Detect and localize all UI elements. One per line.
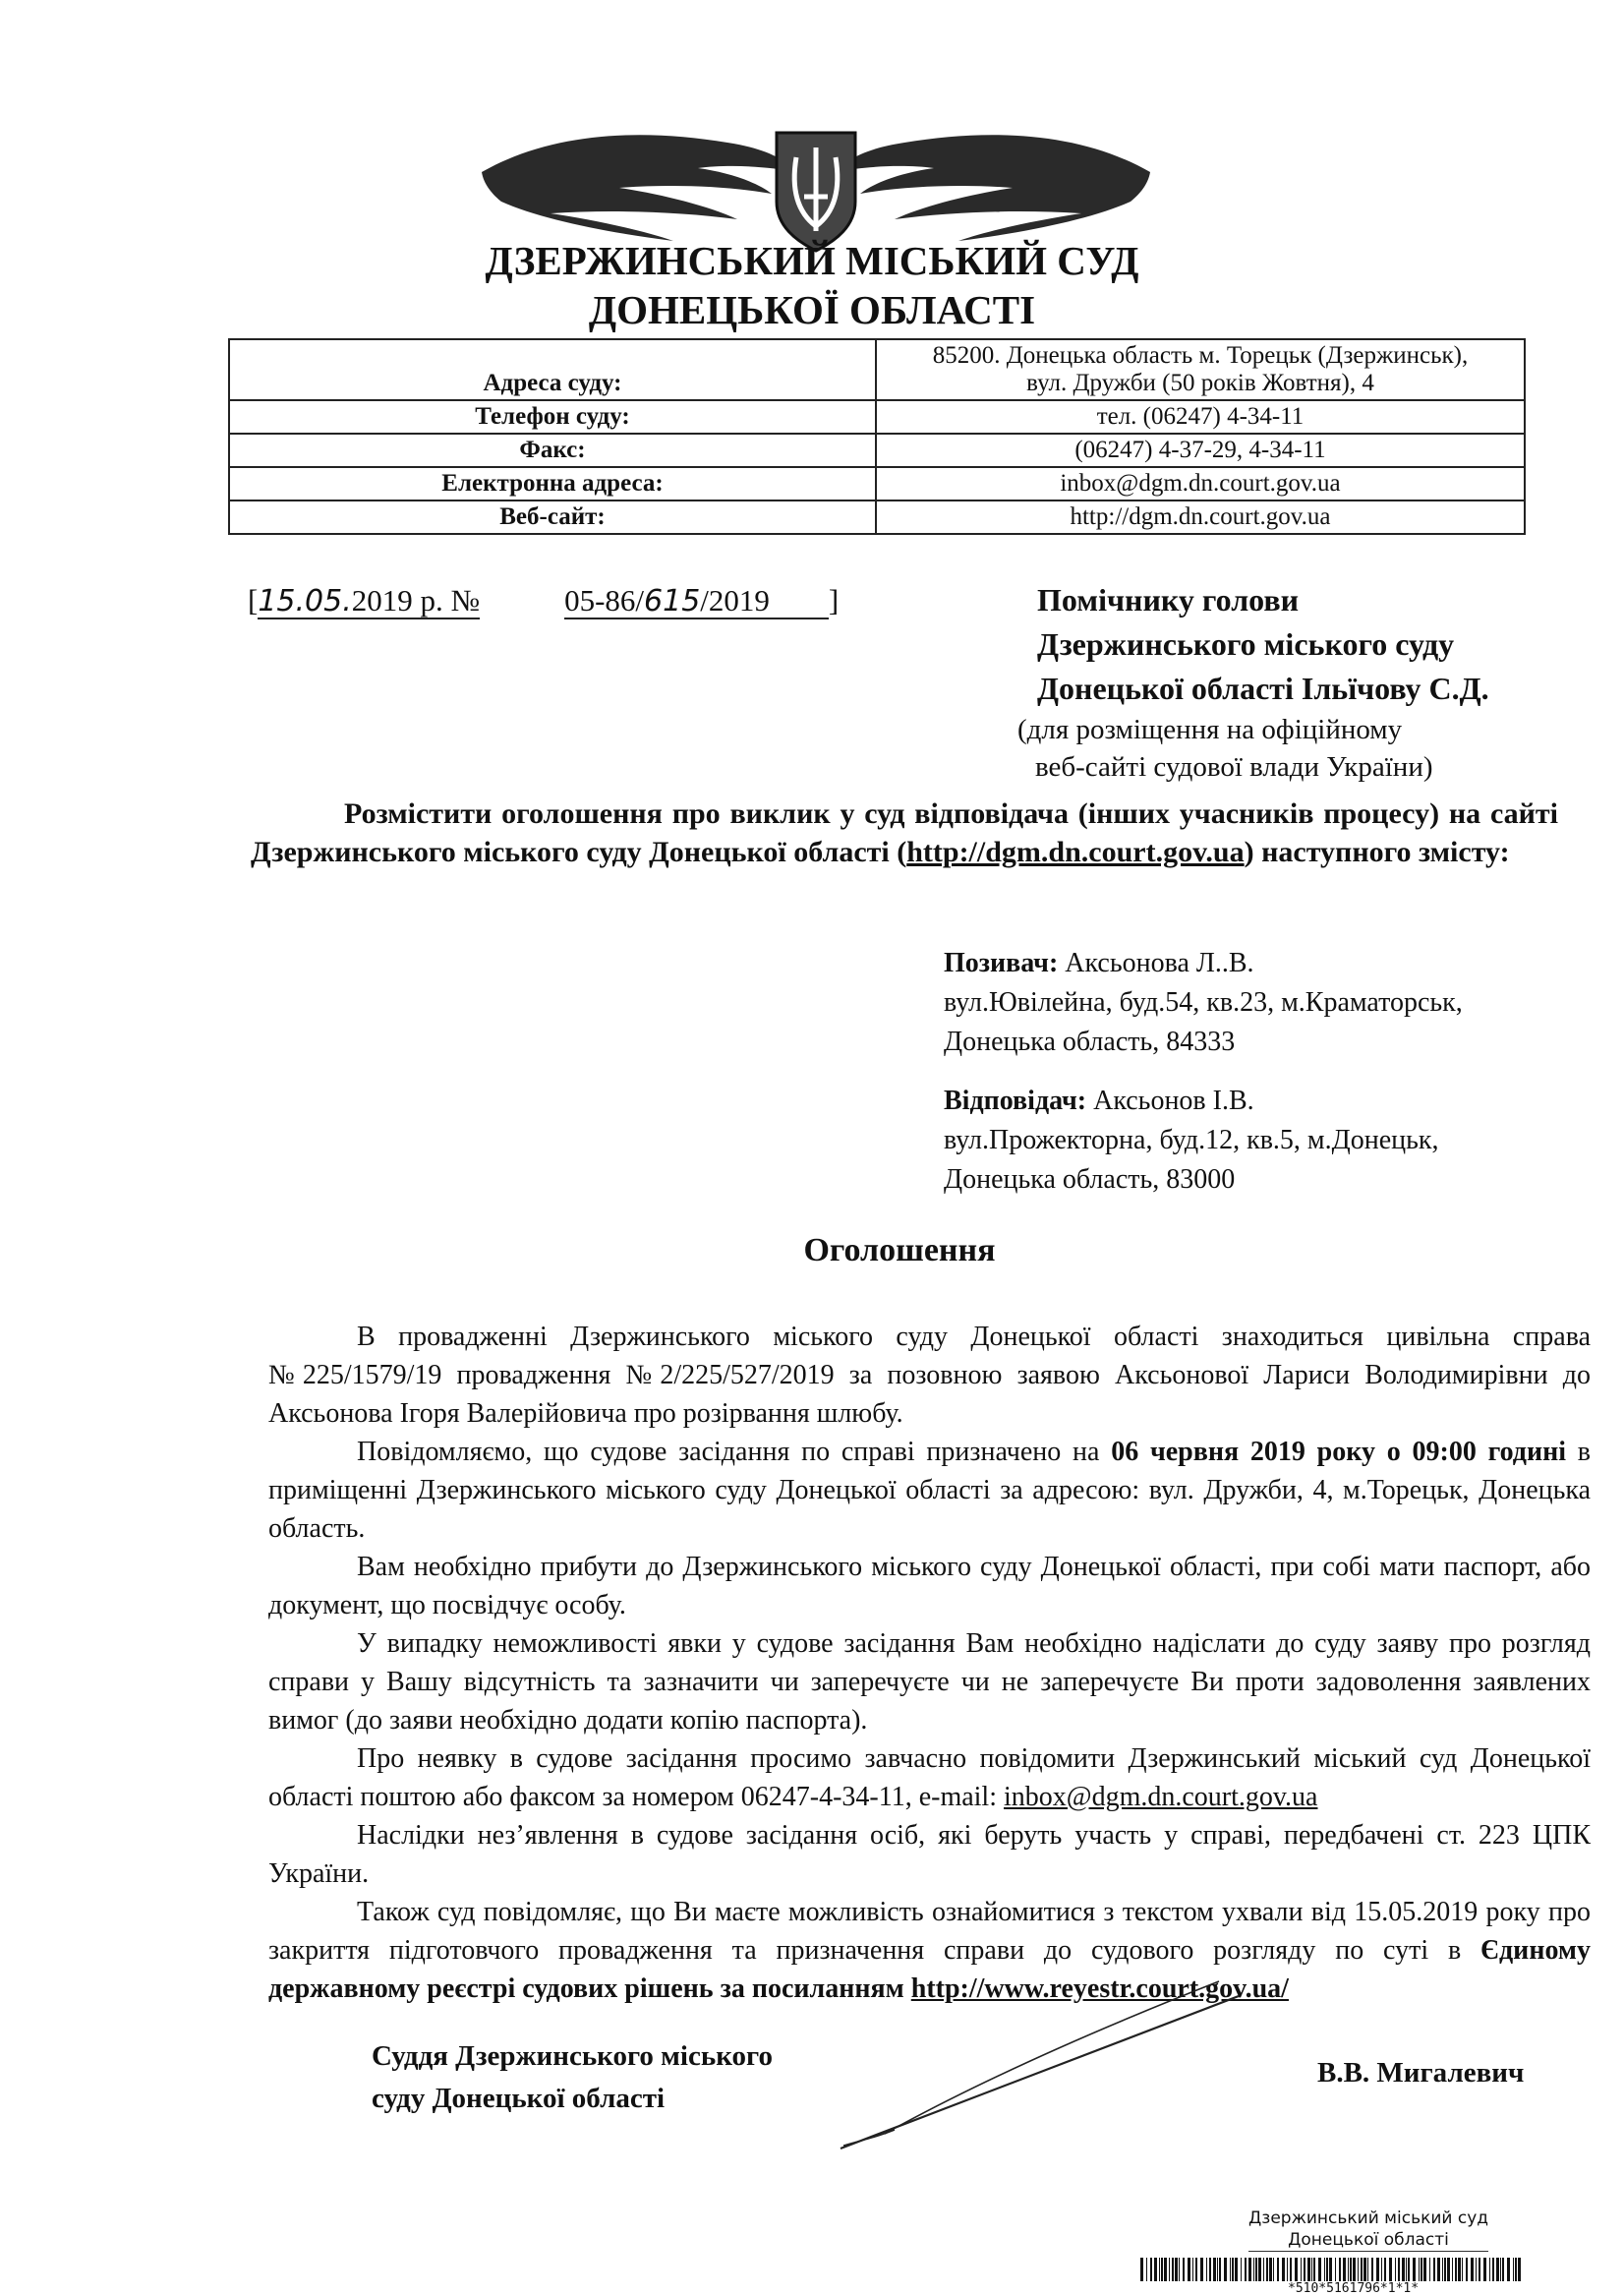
reference-number-prefix: 05-86/ <box>564 583 645 618</box>
addressee-note-line2: веб-сайті судової влади України) <box>1035 751 1433 783</box>
barcode-bar <box>1367 2258 1368 2281</box>
barcode-bar <box>1230 2258 1231 2281</box>
barcode-bar <box>1421 2258 1422 2281</box>
barcode-bar <box>1159 2258 1160 2281</box>
barcode-bar <box>1458 2258 1461 2281</box>
barcode-bar <box>1255 2258 1257 2281</box>
judge-title-line1: Суддя Дзержинського міського <box>372 2040 773 2072</box>
barcode-bar <box>1455 2258 1457 2281</box>
email-label: Електронна адреса: <box>229 467 876 500</box>
barcode-bar <box>1381 2258 1382 2281</box>
barcode-bar <box>1343 2258 1346 2281</box>
barcode-bar <box>1326 2258 1328 2281</box>
barcode-bar <box>1518 2258 1521 2281</box>
barcode-bar <box>1307 2258 1310 2281</box>
barcode-bar <box>1433 2258 1435 2281</box>
fax-row <box>229 434 1525 467</box>
barcode-bar <box>1361 2258 1363 2281</box>
close-bracket: ] <box>828 583 840 618</box>
registry-link[interactable]: http://www.reyestr.court.gov.ua/ <box>910 1973 1289 2004</box>
barcode-bar <box>1429 2258 1430 2281</box>
barcode-bar <box>1466 2258 1468 2281</box>
email-value: inbox@dgm.dn.court.gov.ua <box>876 467 1525 500</box>
barcode-bar <box>1287 2258 1288 2281</box>
barcode-bar <box>1395 2258 1396 2281</box>
barcode-bar <box>1513 2258 1514 2281</box>
barcode-bar <box>1301 2258 1302 2281</box>
barcode-bar <box>1169 2258 1170 2281</box>
barcode-bar <box>1282 2258 1285 2281</box>
plaintiff-label: Позивач: <box>944 948 1059 978</box>
judge-title-line2: суду Донецької області <box>372 2083 666 2114</box>
barcode-number: *510*5161796*1*1* <box>1288 2281 1420 2296</box>
handwritten-number: 615 <box>644 584 701 618</box>
barcode-bar <box>1179 2258 1180 2281</box>
addressee-line3: Донецької області Ільїчову С.Д. <box>1037 671 1489 706</box>
barcode-bar <box>1273 2258 1274 2281</box>
barcode-bar <box>1413 2258 1416 2281</box>
barcode-bar <box>1290 2258 1292 2281</box>
barcode-bar <box>1489 2258 1490 2281</box>
address-value-line1: 85200. Донецька область м. Торецьк (Дзержинськ), <box>932 342 1469 369</box>
barcode-bar <box>1245 2258 1247 2281</box>
barcode-bar <box>1384 2258 1386 2281</box>
barcode-bar <box>1398 2258 1400 2281</box>
barcode-bar <box>1235 2258 1238 2281</box>
barcode <box>1140 2258 1524 2281</box>
barcode-bar <box>1447 2258 1450 2281</box>
address-value <box>876 339 1525 400</box>
announcement-heading: Оголошення <box>803 1232 996 1268</box>
announcement-p4: У випадку неможливості явки у судове засідання Вам необхідно надіслати до суду заяву про розгляд справи у Вашу відсутність та зазначити чи заперечуєте чи не заперечуєте Ви проти задоволення заявлених вимог (до заяви необхідно додати копію паспорта). <box>268 1628 1591 1736</box>
barcode-bar <box>1304 2258 1305 2281</box>
barcode-bar <box>1402 2258 1405 2281</box>
barcode-bar <box>1444 2258 1446 2281</box>
barcode-bar <box>1269 2258 1272 2281</box>
barcode-bar <box>1206 2258 1207 2281</box>
barcode-bar <box>1313 2258 1315 2281</box>
barcode-bar <box>1217 2258 1218 2281</box>
addressee-note-line1: (для розміщення на офіційному <box>1017 714 1403 745</box>
announcement-p6: Наслідки нез’явлення в судове засідання осіб, які беруть участь у справі, передбачені ст. 223 ЦПК України. <box>268 1820 1591 1889</box>
barcode-bar <box>1476 2258 1477 2281</box>
judge-title <box>372 2035 773 2120</box>
p7-text-a: Також суд повідомляє, що Ви маєте можливість ознайомитися з текстом ухвали від 15.05.2019 року про закриття підготовчого провадження та призначення справи до судового розгляду по суті в <box>268 1897 1591 1966</box>
barcode-bar <box>1172 2258 1174 2281</box>
addressee-line2: Дзержинського міського суду <box>1037 626 1455 662</box>
barcode-bar <box>1219 2258 1221 2281</box>
hearing-datetime: 06 червня 2019 року о 09:00 годині <box>1111 1437 1567 1467</box>
barcode-bar <box>1161 2258 1163 2281</box>
barcode-bar <box>1311 2258 1312 2281</box>
announcement-p1: В провадженні Дзержинського міського суду Донецької області знаходиться цивільна справа №225/1579/19 провадження №2/225/527/2019 за позовною заявою Аксьонової Лариси Володимирівни до Аксьонова Ігоря Валерійовича про розірвання шлюбу. <box>268 1322 1591 1429</box>
handwritten-signature <box>826 1967 1258 2163</box>
barcode-bar <box>1353 2258 1356 2281</box>
barcode-bar <box>1515 2258 1517 2281</box>
phone-label: Телефон суду: <box>229 400 876 434</box>
reference-number-suffix: /2019 <box>700 583 770 618</box>
barcode-bar <box>1253 2258 1254 2281</box>
instruction-text-part2: ) наступного змісту: <box>1244 836 1510 868</box>
barcode-bar <box>1496 2258 1499 2281</box>
barcode-bar <box>1471 2258 1474 2281</box>
barcode-bar <box>1213 2258 1216 2281</box>
barcode-bar <box>1462 2258 1463 2281</box>
fax-value: (06247) 4-37-29, 4-34-11 <box>876 434 1525 467</box>
barcode-bar <box>1479 2258 1480 2281</box>
barcode-bar <box>1507 2258 1510 2281</box>
barcode-bar <box>1483 2258 1486 2281</box>
barcode-bar <box>1146 2258 1147 2281</box>
barcode-bar <box>1442 2258 1443 2281</box>
registry-stamp <box>1248 2208 1488 2252</box>
barcode-bar <box>1192 2258 1193 2281</box>
court-name-line2: ДОНЕЦЬКОЇ ОБЛАСТІ <box>588 287 1036 332</box>
plaintiff-name: Аксьонова Л..В. <box>1058 948 1254 978</box>
barcode-bar <box>1258 2258 1261 2281</box>
barcode-bar <box>1175 2258 1178 2281</box>
judge-name: В.В. Мигалевич <box>1317 2057 1525 2089</box>
barcode-bar <box>1318 2258 1321 2281</box>
phone-row <box>229 400 1525 434</box>
handwritten-date: 15.05. <box>258 584 352 618</box>
announcement-p5 <box>268 1739 1591 1816</box>
instruction-text-part1: Розмістити оголошення про виклик у суд відповідача (інших учасників процесу) на сайті Дзержинського міського суду Донецької області ( <box>251 797 1558 868</box>
stamp-line2: Донецької області <box>1248 2229 1488 2252</box>
barcode-bar <box>1140 2258 1143 2281</box>
barcode-bar <box>1335 2258 1336 2281</box>
announcement-p3: Вам необхідно прибути до Дзержинського міського суду Донецької області, при собі мати паспорт, або документ, що посвідчує особу. <box>268 1552 1591 1620</box>
p2-text-a: Повідомляємо, що судове засідання по справі призначено на <box>357 1437 1112 1467</box>
reference-year: 2019 р. № <box>351 583 481 618</box>
barcode-bar <box>1154 2258 1157 2281</box>
website-value: http://dgm.dn.court.gov.ua <box>876 500 1525 534</box>
defendant-label: Відповідач: <box>944 1086 1087 1116</box>
barcode-bar <box>1232 2258 1234 2281</box>
defendant-address2: Донецька область, 83000 <box>944 1164 1236 1195</box>
addressee-line1: Помічнику голови <box>1037 582 1300 618</box>
barcode-bar <box>1502 2258 1504 2281</box>
website-row <box>229 500 1525 534</box>
address-value-line2: вул. Дружби (50 років Жовтня), 4 <box>1026 370 1374 396</box>
barcode-bar <box>1408 2258 1410 2281</box>
barcode-bar <box>1324 2258 1325 2281</box>
barcode-bar <box>1348 2258 1349 2281</box>
address-label: Адреса суду: <box>229 339 876 400</box>
plaintiff-address2: Донецька область, 84333 <box>944 1027 1236 1057</box>
phone-value: тел. (06247) 4-34-11 <box>876 400 1525 434</box>
barcode-bar <box>1188 2258 1190 2281</box>
court-info-table <box>228 338 1526 535</box>
barcode-bar <box>1263 2258 1264 2281</box>
barcode-bar <box>1452 2258 1453 2281</box>
barcode-bar <box>1437 2258 1440 2281</box>
barcode-bar <box>1329 2258 1332 2281</box>
announcement-body <box>268 1318 1591 2008</box>
barcode-bar <box>1350 2258 1352 2281</box>
p7-bold: Єдиному державному реєстрі судових рішень за посиланням <box>268 1935 1591 2004</box>
defendant-name: Аксьонов І.В. <box>1086 1086 1254 1116</box>
p5-text-a: Про неявку в судове засідання просимо завчасно повідомити Дзержинський міський суд Донецької області поштою або факсом за номером 06247-4-34-11, e-mail: <box>268 1743 1591 1812</box>
barcode-bar <box>1164 2258 1167 2281</box>
p2-text-b: в приміщенні Дзержинського міського суду Донецької області за адресою: вул. Дружби, 4, м.Торецьк, Донецька область. <box>268 1437 1591 1544</box>
instruction-paragraph <box>251 795 1558 871</box>
reference-date <box>258 583 480 619</box>
plaintiff-address1: вул.Ювілейна, буд.54, кв.23, м.Краматорськ, <box>944 987 1463 1018</box>
barcode-bar <box>1266 2258 1268 2281</box>
barcode-bar <box>1492 2258 1494 2281</box>
open-bracket: [ <box>248 583 259 618</box>
fax-label: Факс: <box>229 434 876 467</box>
website-label: Веб-сайт: <box>229 500 876 534</box>
barcode-bar <box>1183 2258 1185 2281</box>
announcement-p2 <box>268 1433 1591 1548</box>
barcode-bar <box>1277 2258 1279 2281</box>
barcode-bar <box>1376 2258 1379 2281</box>
barcode-bar <box>1363 2258 1366 2281</box>
barcode-bar <box>1195 2258 1197 2281</box>
barcode-bar <box>1371 2258 1373 2281</box>
court-name-line1: ДЗЕРЖИНСЬКИЙ МІСЬКИЙ СУД <box>485 238 1139 283</box>
instruction-link[interactable]: http://dgm.dn.court.gov.ua <box>906 836 1245 868</box>
reference-line <box>248 583 839 618</box>
barcode-bar <box>1209 2258 1211 2281</box>
addressee <box>1037 578 1489 711</box>
defendant-block <box>944 1082 1439 1200</box>
barcode-bar <box>1248 2258 1251 2281</box>
email-row <box>229 467 1525 500</box>
stamp-line1: Дзержинський міський суд <box>1248 2208 1489 2228</box>
barcode-bar <box>1500 2258 1501 2281</box>
barcode-bar <box>1406 2258 1407 2281</box>
court-email-link[interactable]: inbox@dgm.dn.court.gov.ua <box>1004 1782 1318 1812</box>
barcode-bar <box>1224 2258 1227 2281</box>
barcode-bar <box>1389 2258 1392 2281</box>
reference-number <box>564 583 829 619</box>
plaintiff-block <box>944 944 1463 1062</box>
barcode-bar <box>1358 2258 1359 2281</box>
barcode-bar <box>1295 2258 1298 2281</box>
barcode-bar <box>1423 2258 1426 2281</box>
barcode-bar <box>1200 2258 1203 2281</box>
defendant-address1: вул.Прожекторна, буд.12, кв.5, м.Донецьк, <box>944 1125 1439 1155</box>
barcode-bar <box>1339 2258 1341 2281</box>
barcode-bar <box>1419 2258 1420 2281</box>
barcode-bar <box>1241 2258 1242 2281</box>
addressee-note <box>1017 711 1433 786</box>
barcode-bar <box>1150 2258 1152 2281</box>
address-row <box>229 339 1525 400</box>
